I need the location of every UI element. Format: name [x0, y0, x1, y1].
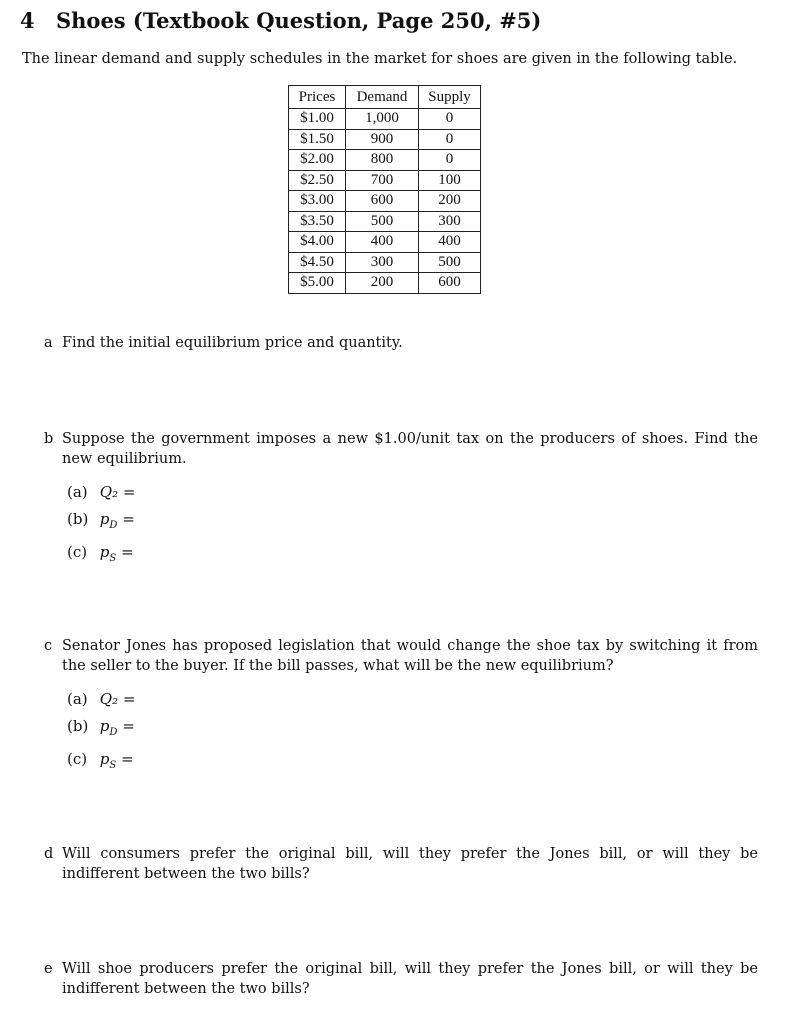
table-row [289, 109, 481, 130]
table-row [289, 211, 481, 232]
price-cell: $4.50 [289, 252, 346, 273]
price-cell: $4.00 [289, 232, 346, 253]
demand-cell: 1,000 [346, 109, 419, 130]
question-text: Senator Jones has proposed legislation that would change the shoe tax by switching it from the seller to the buyer. If the bill passes, what will be the new equilibrium? [62, 638, 758, 674]
demand-cell: 200 [346, 273, 419, 294]
header-demand: Demand [346, 86, 419, 109]
question-d [44, 844, 758, 884]
demand-cell: 800 [346, 150, 419, 171]
part-mark: (a) [67, 483, 88, 501]
question-text: Will consumers prefer the original bill, will they prefer the Jones bill, or will they be indifferent between the two bills? [62, 846, 758, 882]
table-row [289, 150, 481, 171]
supply-cell: 500 [419, 252, 481, 273]
supply-cell: 200 [419, 191, 481, 212]
question-b [44, 429, 758, 469]
table-row [289, 129, 481, 150]
supply-cell: 0 [419, 150, 481, 171]
intro-text: The linear demand and supply schedules in the market for shoes are given in the following table. [22, 51, 738, 67]
answer-expression: $p_D$ = [99, 510, 135, 531]
answer-expression: $p_D$ = [99, 717, 135, 738]
answer-line [67, 686, 135, 713]
demand-supply-table [288, 85, 481, 294]
section-heading [20, 8, 541, 33]
header-supply: Supply [419, 86, 481, 109]
question-label: d [44, 846, 54, 862]
price-cell: $2.50 [289, 170, 346, 191]
part-mark: (a) [67, 690, 88, 708]
part-mark: (b) [67, 510, 89, 528]
price-cell: $3.50 [289, 211, 346, 232]
question-text: Will shoe producers prefer the original bill, will they prefer the Jones bill, or will they be indifferent between the two bills? [62, 961, 758, 997]
table-row [289, 191, 481, 212]
answer-line [67, 479, 135, 506]
answer-line [67, 539, 135, 572]
demand-cell: 600 [346, 191, 419, 212]
question-e [44, 959, 758, 999]
supply-cell: 600 [419, 273, 481, 294]
answer-expression: Q₂ = [99, 483, 136, 501]
section-title: Shoes (Textbook Question, Page 250, #5) [56, 8, 542, 33]
price-cell: $1.00 [289, 109, 346, 130]
answer-line [67, 746, 135, 779]
question-text: Find the initial equilibrium price and quantity. [62, 335, 403, 351]
demand-cell: 300 [346, 252, 419, 273]
header-prices: Prices [289, 86, 346, 109]
part-mark: (c) [67, 543, 88, 561]
question-text: Suppose the government imposes a new $1.00/unit tax on the producers of shoes. Find the new equilibrium. [62, 431, 758, 467]
section-number: 4 [20, 8, 35, 33]
price-cell: $5.00 [289, 273, 346, 294]
table-row [289, 170, 481, 191]
answer-expression: Q₂ = [99, 690, 136, 708]
demand-cell: 400 [346, 232, 419, 253]
demand-cell: 700 [346, 170, 419, 191]
question-label: c [44, 638, 53, 654]
answer-expression: $p_S$ = [99, 750, 134, 771]
demand-cell: 900 [346, 129, 419, 150]
supply-cell: 0 [419, 109, 481, 130]
part-mark: (b) [67, 717, 89, 735]
question-a [44, 333, 758, 353]
part-mark: (c) [67, 750, 88, 768]
question-label: b [44, 431, 54, 447]
answer-line [67, 506, 135, 539]
answer-line [67, 713, 135, 746]
table-row [289, 273, 481, 294]
price-cell: $3.00 [289, 191, 346, 212]
question-c [44, 636, 758, 676]
table-row [289, 232, 481, 253]
supply-cell: 300 [419, 211, 481, 232]
price-cell: $1.50 [289, 129, 346, 150]
question-b-parts [67, 479, 135, 572]
demand-cell: 500 [346, 211, 419, 232]
supply-cell: 0 [419, 129, 481, 150]
table-header-row [289, 86, 481, 109]
question-label: a [44, 335, 53, 351]
supply-cell: 400 [419, 232, 481, 253]
question-label: e [44, 961, 53, 977]
table-row [289, 252, 481, 273]
supply-cell: 100 [419, 170, 481, 191]
answer-expression: $p_S$ = [99, 543, 134, 564]
question-c-parts [67, 686, 135, 779]
price-cell: $2.00 [289, 150, 346, 171]
